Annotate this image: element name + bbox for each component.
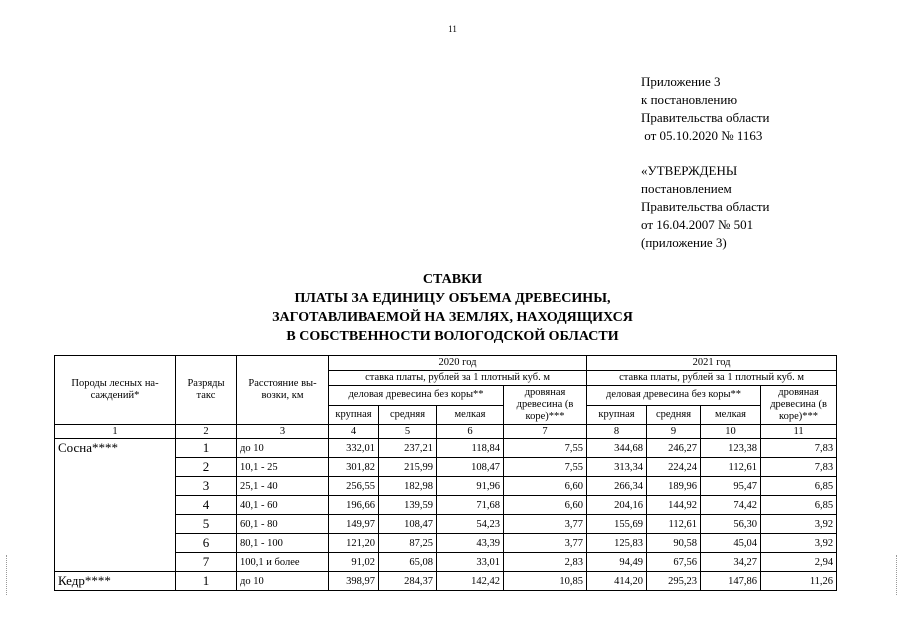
- table-row: [55, 439, 837, 458]
- rate-cell: 87,25: [379, 534, 437, 553]
- header-rate-2020: ставка платы, рублей за 1 плотный куб. м: [329, 371, 587, 386]
- document-title: [0, 270, 905, 346]
- rate-cell: 123,38: [701, 439, 761, 458]
- margin-mark-left: [6, 555, 9, 595]
- distance-cell: 100,1 и более: [237, 553, 329, 572]
- rank-cell: 3: [176, 477, 237, 496]
- header-firewood-2020: дровяная древесина (в коре)***: [504, 386, 587, 425]
- column-number-row: [55, 425, 837, 439]
- rate-cell: 246,27: [647, 439, 701, 458]
- rate-cell: 196,66: [329, 496, 379, 515]
- rate-cell: 414,20: [587, 572, 647, 591]
- rate-cell: 7,83: [761, 439, 837, 458]
- rate-cell: 90,58: [647, 534, 701, 553]
- rank-cell: 1: [176, 439, 237, 458]
- species-cell: Кедр****: [55, 572, 176, 591]
- rate-cell: 95,47: [701, 477, 761, 496]
- rate-cell: 2,94: [761, 553, 837, 572]
- rate-cell: 3,77: [504, 515, 587, 534]
- header-large-2020: крупная: [329, 405, 379, 425]
- rate-cell: 108,47: [379, 515, 437, 534]
- rate-cell: 3,92: [761, 534, 837, 553]
- rank-cell: 1: [176, 572, 237, 591]
- rank-cell: 6: [176, 534, 237, 553]
- column-number: 9: [647, 425, 701, 439]
- rate-cell: 91,02: [329, 553, 379, 572]
- rate-cell: 56,30: [701, 515, 761, 534]
- rate-cell: 94,49: [587, 553, 647, 572]
- rate-cell: 112,61: [701, 458, 761, 477]
- header-rate-2021: ставка платы, рублей за 1 плотный куб. м: [587, 371, 837, 386]
- rate-cell: 224,24: [647, 458, 701, 477]
- table-row: [55, 572, 837, 591]
- rate-cell: 118,84: [437, 439, 504, 458]
- appendix-line: к постановлению: [641, 92, 738, 107]
- appendix-line: Правительства области: [641, 110, 770, 125]
- rate-cell: 266,34: [587, 477, 647, 496]
- rate-cell: 54,23: [437, 515, 504, 534]
- rate-cell: 344,68: [587, 439, 647, 458]
- rate-cell: 301,82: [329, 458, 379, 477]
- column-number: 7: [504, 425, 587, 439]
- column-number: 10: [701, 425, 761, 439]
- table-header: [55, 356, 837, 439]
- column-number: 2: [176, 425, 237, 439]
- rate-cell: 112,61: [647, 515, 701, 534]
- header-small-2021: мелкая: [701, 405, 761, 425]
- rate-cell: 6,85: [761, 477, 837, 496]
- rate-cell: 295,23: [647, 572, 701, 591]
- rate-cell: 33,01: [437, 553, 504, 572]
- rate-cell: 108,47: [437, 458, 504, 477]
- column-number: 11: [761, 425, 837, 439]
- rate-cell: 332,01: [329, 439, 379, 458]
- approval-line: (приложение 3): [641, 235, 727, 250]
- rate-cell: 144,92: [647, 496, 701, 515]
- distance-cell: до 10: [237, 572, 329, 591]
- rate-cell: 91,96: [437, 477, 504, 496]
- rank-cell: 5: [176, 515, 237, 534]
- rate-cell: 3,92: [761, 515, 837, 534]
- rate-cell: 43,39: [437, 534, 504, 553]
- rate-cell: 6,60: [504, 477, 587, 496]
- header-distance: Расстояние вы-возки, км: [237, 356, 329, 425]
- rank-cell: 7: [176, 553, 237, 572]
- table-body: [55, 439, 837, 591]
- appendix-line: Приложение 3: [641, 74, 721, 89]
- rate-cell: 65,08: [379, 553, 437, 572]
- rate-cell: 6,85: [761, 496, 837, 515]
- rate-cell: 10,85: [504, 572, 587, 591]
- header-year-2020: 2020 год: [329, 356, 587, 371]
- margin-mark-right: [896, 555, 899, 595]
- rate-cell: 7,55: [504, 439, 587, 458]
- approval-stamp: [641, 162, 770, 252]
- rate-cell: 215,99: [379, 458, 437, 477]
- rates-table: [54, 355, 837, 591]
- title-line: В СОБСТВЕННОСТИ ВОЛОГОДСКОЙ ОБЛАСТИ: [286, 329, 619, 344]
- rate-cell: 149,97: [329, 515, 379, 534]
- header-year-2021: 2021 год: [587, 356, 837, 371]
- rank-cell: 2: [176, 458, 237, 477]
- title-line: ЗАГОТАВЛИВАЕМОЙ НА ЗЕМЛЯХ, НАХОДЯЩИХСЯ: [272, 310, 633, 325]
- rate-cell: 147,86: [701, 572, 761, 591]
- title-line: СТАВКИ: [422, 272, 483, 287]
- approval-line: Правительства области: [641, 199, 770, 214]
- column-number: 6: [437, 425, 504, 439]
- rate-cell: 204,16: [587, 496, 647, 515]
- header-large-2021: крупная: [587, 405, 647, 425]
- distance-cell: 60,1 - 80: [237, 515, 329, 534]
- rate-cell: 71,68: [437, 496, 504, 515]
- approval-line: постановлением: [641, 181, 732, 196]
- rate-cell: 125,83: [587, 534, 647, 553]
- rank-cell: 4: [176, 496, 237, 515]
- header-medium-2020: средняя: [379, 405, 437, 425]
- rate-cell: 398,97: [329, 572, 379, 591]
- appendix-reference: [641, 73, 770, 145]
- rate-cell: 189,96: [647, 477, 701, 496]
- rate-cell: 155,69: [587, 515, 647, 534]
- rate-cell: 34,27: [701, 553, 761, 572]
- column-number: 4: [329, 425, 379, 439]
- rate-cell: 2,83: [504, 553, 587, 572]
- approval-line: от 16.04.2007 № 501: [641, 217, 754, 232]
- column-number: 3: [237, 425, 329, 439]
- rate-cell: 11,26: [761, 572, 837, 591]
- rate-cell: 45,04: [701, 534, 761, 553]
- column-number: 5: [379, 425, 437, 439]
- header-rank: Разряды такс: [176, 356, 237, 425]
- rate-cell: 139,59: [379, 496, 437, 515]
- header-business-2020: деловая древесина без коры**: [329, 386, 504, 406]
- header-business-2021: деловая древесина без коры**: [587, 386, 761, 406]
- page-number: 11: [448, 24, 457, 34]
- rate-cell: 7,55: [504, 458, 587, 477]
- header-medium-2021: средняя: [647, 405, 701, 425]
- distance-cell: 80,1 - 100: [237, 534, 329, 553]
- approval-line: «УТВЕРЖДЕНЫ: [641, 163, 738, 178]
- rate-cell: 3,77: [504, 534, 587, 553]
- rate-cell: 284,37: [379, 572, 437, 591]
- rate-cell: 7,83: [761, 458, 837, 477]
- header-small-2020: мелкая: [437, 405, 504, 425]
- rate-cell: 256,55: [329, 477, 379, 496]
- rate-cell: 6,60: [504, 496, 587, 515]
- rate-cell: 237,21: [379, 439, 437, 458]
- rate-cell: 313,34: [587, 458, 647, 477]
- column-number: 8: [587, 425, 647, 439]
- rate-cell: 121,20: [329, 534, 379, 553]
- distance-cell: 25,1 - 40: [237, 477, 329, 496]
- species-cell: Сосна****: [55, 439, 176, 572]
- title-line: ПЛАТЫ ЗА ЕДИНИЦУ ОБЪЕМА ДРЕВЕСИНЫ,: [294, 291, 611, 306]
- rate-cell: 67,56: [647, 553, 701, 572]
- distance-cell: 40,1 - 60: [237, 496, 329, 515]
- appendix-line: от 05.10.2020 № 1163: [641, 128, 763, 143]
- header-species: Породы лесных на-саждений*: [55, 356, 176, 425]
- distance-cell: до 10: [237, 439, 329, 458]
- rate-cell: 182,98: [379, 477, 437, 496]
- distance-cell: 10,1 - 25: [237, 458, 329, 477]
- rate-cell: 74,42: [701, 496, 761, 515]
- rate-cell: 142,42: [437, 572, 504, 591]
- column-number: 1: [55, 425, 176, 439]
- header-firewood-2021: дровяная древесина (в коре)***: [761, 386, 837, 425]
